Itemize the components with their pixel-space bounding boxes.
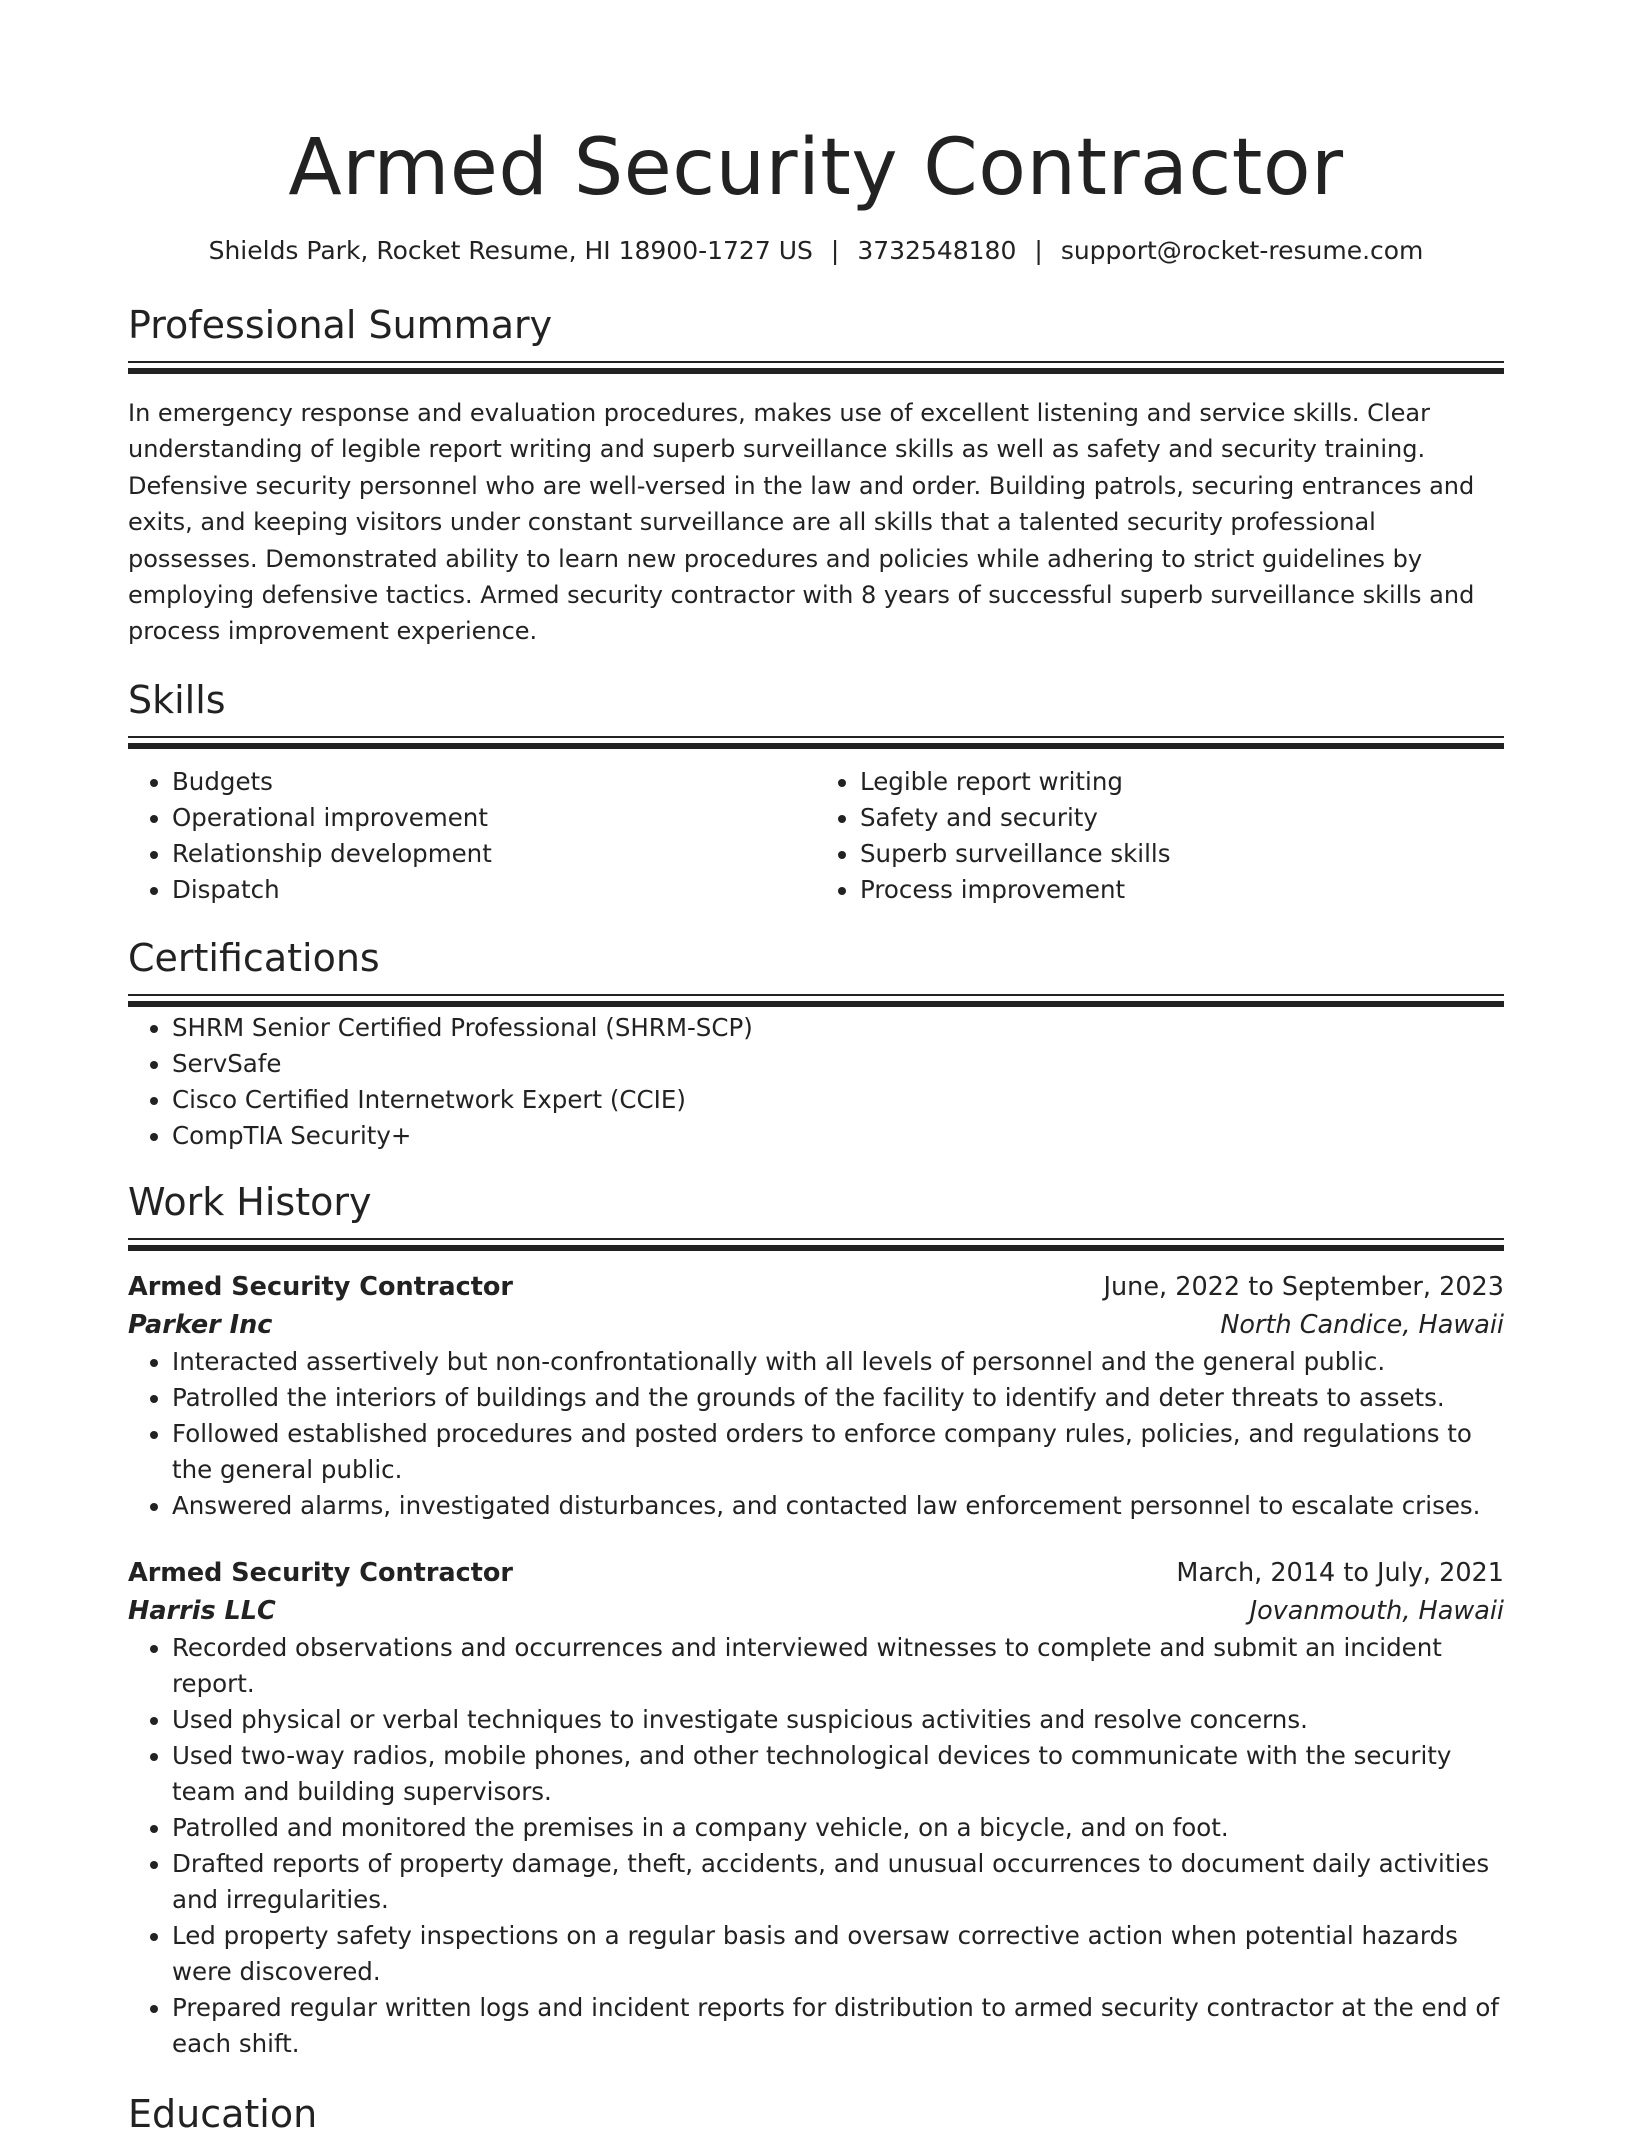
list-item: • Recorded observations and occurrences and interviewed witnesses to complete and submit an incident report. (172, 1630, 1504, 1702)
job-bullets (128, 1344, 1504, 1524)
list-item: • CompTIA Security+ (172, 1118, 1504, 1154)
job-company-row (128, 1306, 1504, 1344)
job-location: Jovanmouth, Hawaii (1249, 1595, 1504, 1626)
section-divider (128, 994, 1504, 1010)
list-item: • SHRM Senior Certified Professional (SHRM-SCP) (172, 1010, 1504, 1046)
contact-line (128, 234, 1504, 268)
section-title-certifications: Certifications (128, 935, 380, 980)
section-title-work-history: Work History (128, 1179, 372, 1224)
summary-section (128, 301, 1504, 650)
job-company-row (128, 1592, 1504, 1630)
contact-separator: | (830, 236, 840, 265)
contact-separator: | (1034, 236, 1043, 265)
section-divider (128, 361, 1504, 377)
job-location: North Candice, Hawaii (1220, 1309, 1504, 1340)
list-item: • Led property safety inspections on a regular basis and oversaw corrective action when potential hazards were discovered. (172, 1918, 1504, 1990)
section-divider (128, 1238, 1504, 1254)
list-item: • Operational improvement (172, 800, 816, 836)
skills-section (128, 676, 1504, 908)
list-item: • Cisco Certified Internetwork Expert (CCIE) (172, 1082, 1504, 1118)
skills-list-right (816, 764, 1504, 908)
job-company: Parker Inc (128, 1309, 273, 1340)
list-item: • Superb surveillance skills (860, 836, 1504, 872)
list-item: • Safety and security (860, 800, 1504, 836)
list-item: • Prepared regular written logs and incident reports for distribution to armed security contractor at the end of each shift. (172, 1990, 1504, 2062)
list-item: • Used physical or verbal techniques to investigate suspicious activities and resolve concerns. (172, 1702, 1504, 1738)
work-history-section (128, 1178, 1504, 2062)
list-item: • Answered alarms, investigated disturbances, and contacted law enforcement personnel to escalate crises. (172, 1488, 1504, 1524)
list-item: • Interacted assertively but non-confrontationally with all levels of personnel and the general public. (172, 1344, 1504, 1380)
section-title-skills: Skills (128, 677, 226, 722)
section-title-summary: Professional Summary (128, 303, 553, 347)
contact-phone: 3732548180 (857, 236, 1017, 265)
section-divider (128, 736, 1504, 752)
job-title: Armed Security Contractor (128, 1271, 514, 1302)
job-dates: March, 2014 to July, 2021 (1176, 1557, 1504, 1588)
job-company: Harris LLC (128, 1595, 276, 1626)
contact-address: Shields Park, Rocket Resume, HI 18900-1727 US (208, 236, 813, 265)
list-item: • Used two-way radios, mobile phones, and other technological devices to communicate with the security team and building supervisors. (172, 1738, 1504, 1810)
list-item: • Dispatch (172, 872, 816, 908)
list-item: • Drafted reports of property damage, theft, accidents, and unusual occurrences to document daily activities and irregularities. (172, 1846, 1504, 1918)
job-dates: June, 2022 to September, 2023 (1103, 1271, 1504, 1302)
list-item: • Relationship development (172, 836, 816, 872)
list-item: • Followed established procedures and posted orders to enforce company rules, policies, and regulations to the general public. (172, 1416, 1504, 1488)
job-header-row (128, 1554, 1504, 1592)
job-entry (128, 1554, 1504, 2062)
certifications-section (128, 934, 1504, 1154)
resume-name: Armed Security Contractor (288, 123, 1344, 213)
list-item: • Patrolled the interiors of buildings and the grounds of the facility to identify and deter threats to assets. (172, 1380, 1504, 1416)
resume-page (128, 0, 1504, 2138)
list-item: • Patrolled and monitored the premises in a company vehicle, on a bicycle, and on foot. (172, 1810, 1504, 1846)
job-bullets (128, 1630, 1504, 2062)
skills-grid (128, 764, 1504, 908)
section-title-education: Education (128, 2091, 318, 2136)
education-section (128, 2090, 1504, 2138)
contact-email: support@rocket-resume.com (1060, 236, 1424, 265)
summary-text: In emergency response and evaluation procedures, makes use of excellent listening and service skills. Clear understanding of legible report writing and superb surveillance skills as well as safety and security training. Defensive security personnel who are well-versed in the law and order. Building patrols, securing entrances and exits, and keeping visitors under constant surveillance are all skills that a talented security professional possesses. Demonstrated ability to learn new procedures and policies while adhering to strict guidelines by employing defensive tactics. Armed security contractor with 8 years of successful superb surveillance skills and process improvement experience. (128, 399, 1475, 646)
list-item: • Process improvement (860, 872, 1504, 908)
certifications-list (128, 1010, 1504, 1154)
list-item: • Budgets (172, 764, 816, 800)
job-title: Armed Security Contractor (128, 1557, 514, 1588)
skills-list-left (128, 764, 816, 908)
list-item: • ServSafe (172, 1046, 1504, 1082)
job-header-row (128, 1268, 1504, 1306)
job-entry (128, 1268, 1504, 1524)
list-item: • Legible report writing (860, 764, 1504, 800)
